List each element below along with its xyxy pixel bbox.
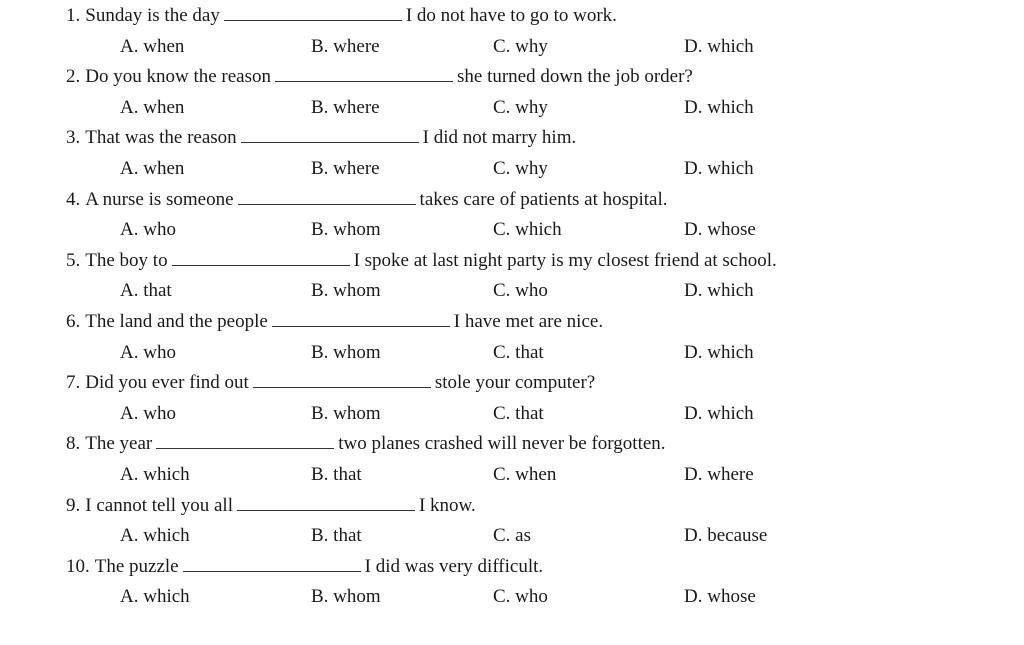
option-a[interactable]: A. which: [120, 463, 190, 485]
question-8: [66, 429, 666, 459]
option-b[interactable]: B. that: [311, 525, 362, 547]
question-text-before-blank: The boy to: [85, 249, 168, 271]
option-c[interactable]: C. that: [493, 341, 544, 363]
question-3: [66, 123, 576, 153]
question-text-before-blank: Did you ever find out: [85, 372, 249, 394]
question-number: 5.: [66, 249, 81, 271]
option-c[interactable]: C. why: [493, 157, 548, 179]
option-a[interactable]: A. who: [120, 402, 176, 424]
answer-blank[interactable]: [156, 430, 334, 449]
option-a[interactable]: A. which: [120, 586, 190, 608]
option-d[interactable]: D. which: [684, 341, 754, 363]
option-a[interactable]: A. which: [120, 525, 190, 547]
option-b[interactable]: B. that: [311, 463, 362, 485]
question-text-before-blank: Do you know the reason: [85, 66, 271, 88]
option-d[interactable]: D. which: [684, 96, 754, 118]
question-text-before-blank: The land and the people: [85, 311, 268, 332]
question-number: 7.: [66, 372, 81, 394]
answer-blank[interactable]: [183, 553, 361, 572]
answer-blank[interactable]: [238, 186, 416, 205]
question-text-after-blank: takes care of patients at hospital.: [419, 188, 668, 210]
option-c[interactable]: C. who: [493, 280, 548, 302]
option-c[interactable]: C. which: [493, 219, 562, 241]
question-text-before-blank: I cannot tell you all: [85, 494, 233, 516]
option-b[interactable]: B. where: [311, 157, 380, 179]
question-text-before-blank: The puzzle: [94, 555, 179, 577]
question-text-after-blank: I did was very difficult.: [364, 555, 544, 577]
option-c[interactable]: C. why: [493, 96, 548, 118]
answer-blank[interactable]: [272, 308, 450, 327]
question-text-before-blank: That was the reason: [85, 127, 237, 149]
question-text-after-blank: I did not marry him.: [422, 127, 577, 149]
option-d[interactable]: D. which: [684, 157, 754, 179]
option-c[interactable]: C. why: [493, 35, 548, 57]
answer-blank[interactable]: [237, 492, 415, 511]
option-d[interactable]: D. because: [684, 525, 768, 547]
question-text-before-blank: A nurse is someone: [85, 188, 234, 210]
option-d[interactable]: D. whose: [684, 219, 756, 241]
option-b[interactable]: B. whom: [311, 280, 381, 302]
option-b[interactable]: B. whom: [311, 402, 381, 424]
option-a[interactable]: A. who: [120, 219, 176, 241]
question-number: 2.: [66, 66, 81, 88]
question-text-after-blank: two planes crashed will never be forgotten.: [338, 433, 666, 455]
option-d[interactable]: D. which: [684, 35, 754, 57]
option-d[interactable]: D. which: [684, 280, 754, 302]
option-b[interactable]: B. where: [311, 35, 380, 57]
question-10: [66, 552, 543, 582]
question-number: 3.: [66, 127, 81, 149]
question-4: [66, 185, 668, 215]
option-d[interactable]: D. whose: [684, 586, 756, 608]
question-text-after-blank: I have met are nice.: [453, 311, 604, 332]
question-9: [66, 491, 476, 521]
option-a[interactable]: A. who: [120, 341, 176, 363]
option-b[interactable]: B. whom: [311, 341, 381, 363]
question-number: 9.: [66, 494, 81, 516]
option-c[interactable]: C. that: [493, 402, 544, 424]
question-text-after-blank: I know.: [418, 494, 476, 516]
question-number: 4.: [66, 188, 81, 210]
option-d[interactable]: D. where: [684, 463, 754, 485]
question-text-before-blank: The year: [85, 433, 153, 455]
answer-blank[interactable]: [224, 2, 402, 21]
option-c[interactable]: C. as: [493, 525, 531, 547]
option-c[interactable]: C. who: [493, 586, 548, 608]
option-a[interactable]: A. that: [120, 280, 172, 302]
question-text-after-blank: I do not have to go to work.: [405, 5, 617, 26]
answer-blank[interactable]: [253, 369, 431, 388]
option-d[interactable]: D. which: [684, 402, 754, 424]
option-a[interactable]: A. when: [120, 157, 185, 179]
question-number: 8.: [66, 433, 81, 455]
question-5: [66, 246, 777, 276]
question-number: 6.: [66, 311, 81, 332]
answer-blank[interactable]: [241, 124, 419, 143]
option-c[interactable]: C. when: [493, 463, 557, 485]
question-6: [66, 307, 603, 337]
option-a[interactable]: A. when: [120, 96, 185, 118]
question-text-after-blank: I spoke at last night party is my closest friend at school.: [353, 249, 777, 271]
option-a[interactable]: A. when: [120, 35, 185, 57]
option-b[interactable]: B. whom: [311, 219, 381, 241]
question-1: [66, 1, 617, 31]
question-2: [66, 62, 693, 92]
question-7: [66, 368, 595, 398]
answer-blank[interactable]: [275, 63, 453, 82]
question-text-before-blank: Sunday is the day: [85, 5, 220, 26]
question-text-after-blank: stole your computer?: [434, 372, 596, 394]
question-number: 10.: [66, 555, 90, 577]
question-number: 1.: [66, 5, 81, 26]
answer-blank[interactable]: [172, 247, 350, 266]
question-text-after-blank: she turned down the job order?: [457, 66, 693, 88]
option-b[interactable]: B. whom: [311, 586, 381, 608]
option-b[interactable]: B. where: [311, 96, 380, 118]
